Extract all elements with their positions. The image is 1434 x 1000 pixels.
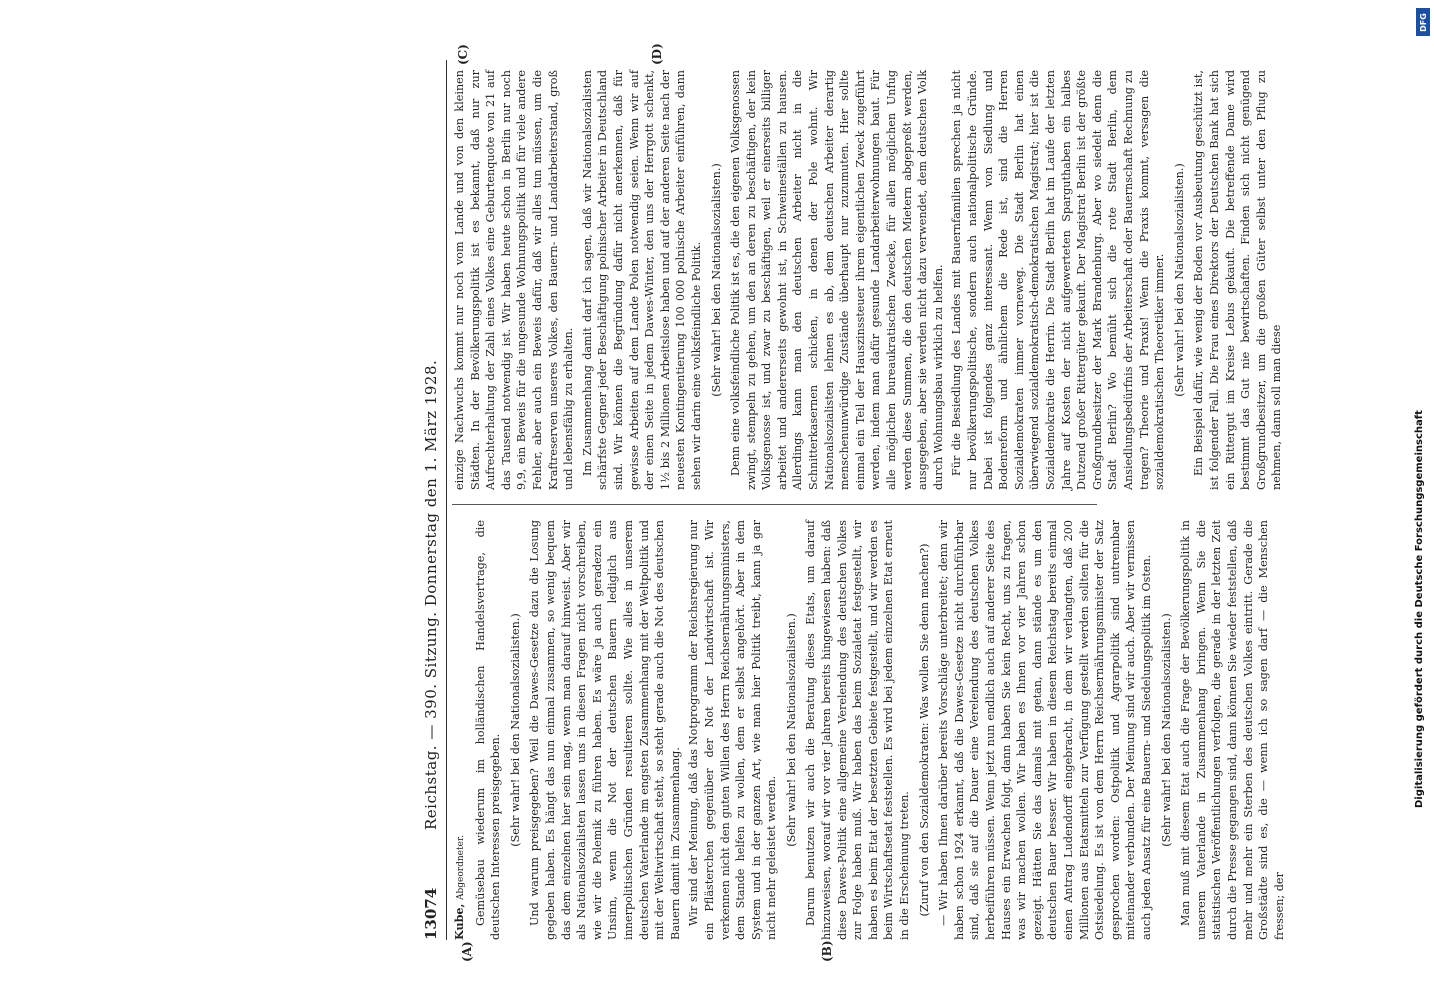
left-column [452,520,1286,940]
margin-marker-c: (C) [456,44,470,65]
paragraph: Gemüsebau wiederum im holländischen Handelsvertrage, die deutschen Interessen preisgegeben. [473,520,503,940]
right-column [452,70,1284,490]
paragraph: Darum benutzen wir auch die Beratung dieses Etats, um darauf hinzuweisen, worauf wir vor vier Jahren bereits hingewiesen haben: daß diese Dawes-Politik eine allgemeine Verelendung des deutschen Volkes zur Folge haben muß. Wir haben das beim Sozialetat festgestellt, wir haben es beim Etat der besetzten Gebiete festgestellt, und wir werden es beim Wirtschaftsetat feststellen. Es wird bei jedem einzelnen Etat erneut in die Erscheinung treten. [804,520,912,940]
interjection: (Zuruf von den Sozialdemokraten: Was wollen Sie denn machen?) [917,543,931,917]
paragraph: Im Zusammenhang damit darf ich sagen, daß wir Nationalsozialisten schärfste Gegner jeder Beschäftigung polnischer Arbeiter in Deutschland sind. Wir können die Begründung dafür nicht anerkennen, daß für gewisse Arbeiten auf dem Lande Polen notwendig seien. Wenn wir auf der einen Seite in jedem Dawes-Winter, den uns der Herrgott schenkt, 1½ bis 2 Millionen Arbeitslose haben und auf der anderen Seite nach der neuesten Kontingentierung 100 000 polnische Arbeiter einführen, dann sehen wir darin eine volksfeindliche Politik. [580,70,703,490]
interjection: (Sehr wahr! bei den Nationalsozialisten.) [1172,163,1186,397]
speaker-role: Abgeordneter. [456,834,466,900]
margin-marker-d: (D) [650,43,664,65]
paragraph: Man muß mit diesem Etat auch die Frage der Bevölkerungspolitik in unserem Vaterlande in Zusammenhang bringen. Wenn Sie die statistischen Veröffentlichungen verfolgen, die gerade in der letzten Zeit durch die Presse gegangen sind, dann können Sie wieder feststellen, daß mehr und mehr ein Sterben des deutschen Volkes eintritt. Gerade die Großstädte sind es, die — wenn ich so sagen darf — die Menschen fressen; der [1179,520,1286,940]
paragraph: Wir sind der Meinung, daß das Notprogramm der Reichsregierung nur ein Pflästerchen gegenüber der Not der Landwirtschaft ist. Wir verkennen nicht den guten Willen des Herrn Reichsernährungsministers, dem Stande helfen zu wollen, dem er selbst angehört. Aber in dem System und in der ganzen Art, wie man hier Politik treibt, kann ja gar nicht mehr geleistet werden. [687,520,779,940]
paragraph: — Wir haben Ihnen darüber bereits Vorschläge unterbreitet; denn wir haben schon 1924 erkannt, daß die Dawes-Gesetze nicht durchführbar sind, daß sie auf die Dauer eine Verelendung des deutschen Volkes herbeiführen müssen. Wenn jetzt nun endlich auch auf anderer Seite des Hauses ein Erwachen folgt, dann haben Sie kein Recht, uns zu fragen, was wir machen wollen. Wir haben es Ihnen vor vier Jahren schon gezeigt. Hätten Sie das damals mit getan, dann stände es um den deutschen Bauer besser. Wir haben in diesem Reichstag bereits einmal einen Antrag Ludendorff eingebracht, in dem wir verlangten, daß 200 Millionen aus Etatsmitteln zur Verfügung gestellt werden sollten für die Ostsiedelung. Es ist von dem Herrn Reichsernährungsminister der Satz gesprochen worden: Ostpolitik und Agrarpolitik sind untrennbar miteinander verbunden. Der Meinung sind wir auch. Aber wir vermissen auch jeden Ansatz für eine Bauern- und Siedelungspolitik im Osten. [937,520,1153,940]
paragraph: einzige Nachwuchs kommt nur noch vom Lande und von den kleinen Städten. In der Bevölkerungspolitik ist es bekannt, daß nur zur Aufrechterhaltung der Zahl eines Volkes eine Geburtenquote von 21 auf das Tausend notwendig ist. Wir haben heute schon in Berlin nur noch 9,9, ein Beweis für die ungesunde Wohnungspolitik und für viele andere Fehler, aber auch ein Beweis dafür, daß wir alles tun müssen, um die Kraftreserven unseres Volkes, den Bauern- und Landarbeiterstand, groß und lebensfähig zu erhalten. [453,70,576,490]
paragraph: Ein Beispiel dafür, wie wenig der Boden vor Ausbeutung geschützt ist, ist folgender Fall. Die Frau eines Direktors der Deutschen Bank hat sich ein Rittergut im Kreise Lebus gekauft. Die betreffende Dame wird bestimmt das Gut nie bewirtschaften. Finden sich nicht genügend Großgrundbesitzer, um die großen Güter selbst unter den Pflug zu nehmen, dann soll man diese [1192,70,1284,490]
digitization-credit [1412,8,1430,988]
speaker-line [452,520,470,940]
running-head: Reichstag. — 390. Sitzung. Donnerstag den 1. März 1928. [422,359,440,830]
rotated-print-sheet [420,43,1286,962]
speaker-name: Kube, [452,903,466,940]
paragraph: Denn eine volksfeindliche Politik ist es, die den eigenen Volksgenossen zwingt, stempeln zu gehen, um den an deren zu beschäftigen, der kein Volksgenosse ist, und zwar zu beschäftigen, weil er einerseits billiger arbeitet und andererseits gewohnt ist, in Schweineställen zu hausen. Allerdings kann man den deutschen Arbeiter nicht in die Schnitterkasernen schicken, in denen der Pole wohnt. Wir Nationalsozialisten lehnen es ab, dem deutschen Arbeiter derartig menschenunwürdige Zustände überhaupt nur zuzumuten. Hier sollte einmal ein Teil der Hauszinssteuer ihrem eigentlichen Zweck zugeführt werden, indem man dafür gesunde Landarbeiterwohnungen baut. Für alle möglichen bureaukratischen Zwecke, für allen möglichen Unfug werden diese Summen, die den deutschen Mietern abgepreßt werden, ausgegeben, aber sie werden nicht dazu verwendet, dem deutschen Volk durch Wohnungsbau wirklich zu helfen. [729,70,945,490]
interjection: (Sehr wahr! bei den Nationalsozialisten.) [1159,613,1173,847]
paragraph: Und warum preisgegeben? Weil die Dawes-Gesetze dazu die Losung gegeben haben. Es hängt das nun einmal zusammen, so wenig bequem das dem einzelnen hier sein mag, wenn man darauf hinweist. Aber wir als Nationalsozialisten lassen uns in diesen Fragen nicht vorschreiben, wie wir die Polemik zu führen haben. Es wäre ja auch geradezu ein Unsinn, wenn die Not der deutschen Bauern lediglich aus innerpolitischen Gründen resultieren sollte. Wie alles in unserem deutschen Vaterlande im engsten Zusammenhang mit der Weltpolitik und mit der Weltwirtschaft steht, so steht gerade auch die Not des deutschen Bauern damit im Zusammenhang. [528,520,682,940]
page-header [420,60,447,940]
paragraph: Für die Besiedlung des Landes mit Bauernfamilien sprechen ja nicht nur bevölkerungspolitische, sondern auch nationalpolitische Gründe. Dabei ist folgendes ganz interessant. Wenn von Siedlung und Bodenreform und ähnlichem die Rede ist, sind die Herren Sozialdemokraten immer vorneweg. Die Stadt Berlin hat einen überwiegend sozialdemokratisch-demokratischen Magistrat; hier ist die Sozialdemokratie die Herrin. Die Stadt Berlin hat im Laufe der letzten Jahre auf Kosten der nicht aufgewerteten Sparguthaben ein halbes Dutzend großer Rittergüter gekauft. Der Magistrat Berlin ist der größte Großgrundbesitzer der Mark Brandenburg. Aber wo siedelt denn die Stadt Berlin? Wo bemüht sich die rote Stadt Berlin, dem Ansiedlungsbedürfnis der Arbeiterschaft oder Bauernschaft Rechnung zu tragen? Theorie und Praxis! Wenn die Praxis kommt, versagen die sozialdemokratischen Theoretiker immer. [950,70,1167,490]
column-divider [452,504,1097,505]
dfg-logo-text: DFG [1418,12,1428,32]
interjection: (Sehr wahr! bei den Nationalsozialisten.) [784,613,798,847]
page-number: 13074 [422,887,440,940]
margin-marker-b: (B) [820,940,834,962]
margin-marker-a: (A) [460,941,474,962]
credit-text: Digitalisierung gefördert durch die Deutsche Forschungsgemeinschaft [1414,410,1425,808]
interjection: (Sehr wahr! bei den Nationalsozialisten.) [508,613,522,847]
interjection: (Sehr wahr! bei den Nationalsozialisten.) [709,163,723,397]
